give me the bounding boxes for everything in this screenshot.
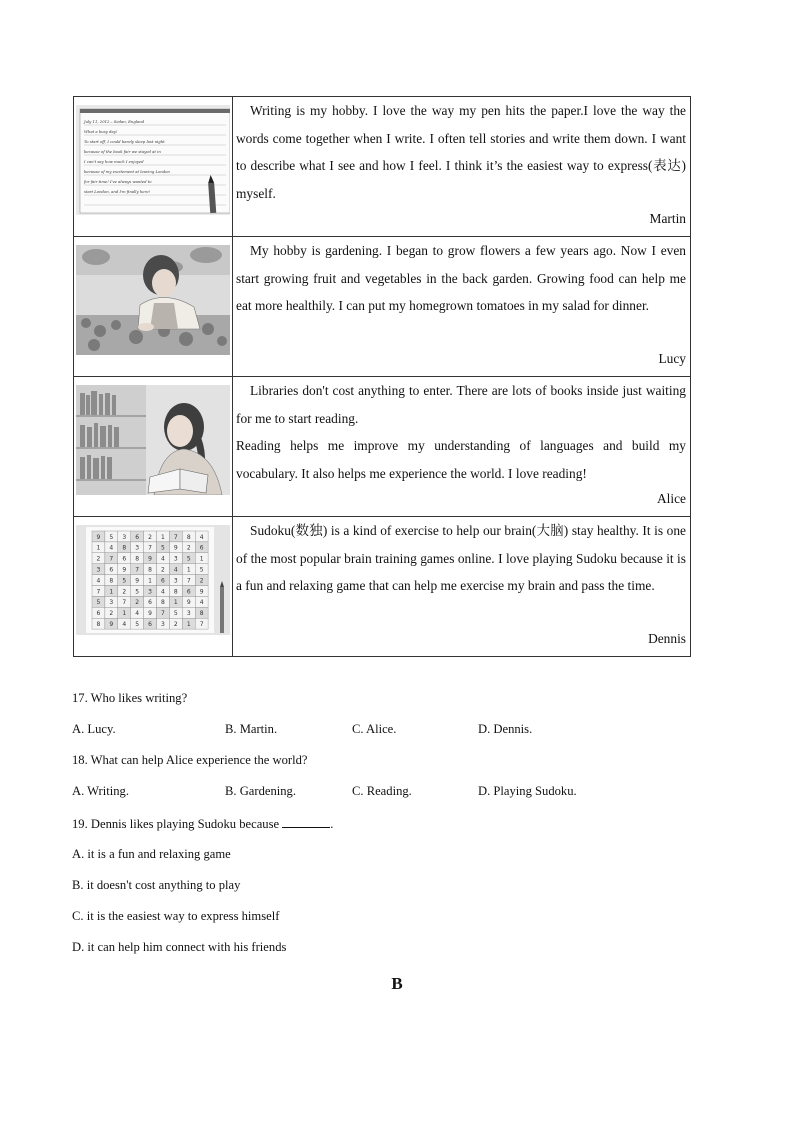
sudoku-digit: 6 [109, 566, 114, 574]
sudoku-digit: 3 [135, 544, 140, 552]
sudoku-digit: 7 [186, 577, 191, 585]
sudoku-digit: 2 [199, 577, 204, 585]
svg-text:To start off, I could barely s: To start off, I could barely sleep last night [84, 139, 165, 144]
sudoku-digit: 4 [161, 588, 165, 596]
sudoku-digit: 7 [161, 610, 165, 618]
svg-text:What a busy day!: What a busy day! [84, 129, 118, 134]
sudoku-digit: 8 [135, 555, 140, 563]
sudoku-digit: 2 [186, 544, 191, 552]
passage-image-cell [74, 517, 233, 657]
section-heading-b: B [391, 974, 403, 993]
sudoku-digit: 9 [186, 599, 191, 607]
sudoku-digit: 4 [161, 555, 165, 563]
sudoku-digit: 6 [96, 610, 101, 618]
pencil-icon [220, 581, 224, 633]
sudoku-digit: 6 [161, 577, 165, 585]
option-18-a[interactable]: A. Writing. [72, 784, 129, 798]
passage-text-cell [233, 377, 691, 517]
sudoku-digit: 9 [109, 621, 114, 629]
answer-blank[interactable] [282, 816, 330, 828]
sudoku-digit: 7 [173, 533, 178, 541]
sudoku-digit: 1 [122, 610, 127, 618]
option-18-c[interactable]: C. Reading. [352, 784, 412, 798]
sudoku-digit: 7 [135, 566, 140, 574]
option-17-b[interactable]: B. Martin. [225, 722, 278, 736]
question-19: 19. Dennis likes playing Sudoku because . [72, 817, 334, 831]
sudoku-digit: 9 [96, 533, 101, 541]
sudoku-digit: 8 [122, 544, 127, 552]
passage-text-cell [233, 517, 691, 657]
sudoku-digit: 5 [173, 610, 178, 618]
sudoku-digit: 9 [199, 588, 204, 596]
passage-row-alice [74, 377, 691, 517]
sudoku-digit: 2 [96, 555, 101, 563]
sudoku-digit: 6 [148, 599, 152, 607]
sudoku-digit: 1 [186, 621, 191, 629]
passage-image-cell [74, 97, 233, 237]
sudoku-digit: 2 [148, 533, 152, 541]
sudoku-digit: 4 [96, 577, 101, 585]
sudoku-digit: 9 [135, 577, 140, 585]
sudoku-digit: 7 [199, 621, 204, 629]
option-18-d[interactable]: D. Playing Sudoku. [478, 784, 577, 798]
sudoku-digit: 1 [109, 588, 114, 596]
sudoku-digit: 7 [109, 555, 114, 563]
sudoku-digit: 8 [186, 533, 191, 541]
svg-text:because of my excitement at le: because of my excitement at leaving London [84, 169, 170, 174]
question-19-stem: 19. Dennis likes playing Sudoku because [72, 817, 280, 831]
sudoku-digit: 5 [135, 588, 140, 596]
sudoku-grid [92, 531, 208, 629]
sudoku-digit: 8 [173, 588, 178, 596]
sudoku-digit: 8 [148, 566, 152, 574]
girl-reading-library-image [76, 385, 230, 495]
sudoku-digit: 8 [199, 610, 204, 618]
sudoku-digit: 3 [96, 566, 101, 574]
sudoku-digit: 4 [173, 566, 178, 574]
sudoku-digit: 9 [148, 610, 152, 618]
sudoku-digit: 3 [186, 610, 191, 618]
woman-gardening-image [76, 245, 230, 355]
sudoku-digit: 3 [122, 533, 127, 541]
sudoku-digit: 1 [186, 566, 191, 574]
passage-row-martin [74, 97, 691, 237]
sudoku-digit: 4 [199, 533, 204, 541]
sudoku-digit: 5 [122, 577, 127, 585]
passage-text-cell [233, 237, 691, 377]
sudoku-digit: 2 [135, 599, 140, 607]
sudoku-digit: 7 [122, 599, 127, 607]
question-17: 17. Who likes writing? [72, 691, 188, 705]
sudoku-digit: 1 [173, 599, 178, 607]
sudoku-digit: 4 [199, 599, 204, 607]
sudoku-digit: 2 [109, 610, 114, 618]
svg-text:I can't say how much I enjoyed: I can't say how much I enjoyed [84, 159, 144, 164]
passage-paragraph: Libraries don't cost anything to enter. There are lots of books inside just waiting for me to start reading. [236, 383, 686, 426]
sudoku-digit: 6 [135, 533, 140, 541]
passage-author: Alice [657, 491, 686, 507]
sudoku-digit: 5 [161, 544, 165, 552]
sudoku-digit: 4 [135, 610, 140, 618]
option-17-a[interactable]: A. Lucy. [72, 722, 116, 736]
svg-text:for fair time! I've always wan: for fair time! I've always wanted to [84, 179, 152, 184]
sudoku-digit: 8 [96, 621, 101, 629]
sudoku-grid-image [76, 525, 230, 635]
sudoku-digit: 5 [109, 533, 114, 541]
sudoku-digit: 1 [148, 577, 152, 585]
sudoku-digit: 6 [148, 621, 152, 629]
sudoku-digit: 3 [148, 588, 152, 596]
sudoku-digit: 6 [122, 555, 127, 563]
passage-text-cell [233, 97, 691, 237]
option-17-d[interactable]: D. Dennis. [478, 722, 533, 736]
sudoku-digit: 3 [109, 599, 114, 607]
sudoku-digit: 2 [173, 621, 178, 629]
passage-paragraph: Reading helps me improve my understanding of languages and build my vocabulary. It also helps me experience the world. I love reading! [236, 438, 686, 482]
sudoku-digit: 1 [199, 555, 204, 563]
sudoku-digit: 7 [148, 544, 152, 552]
passage-row-lucy [74, 237, 691, 377]
sudoku-digit: 6 [186, 588, 191, 596]
sudoku-digit: 1 [96, 544, 101, 552]
option-19-c[interactable]: C. it is the easiest way to express himself [72, 909, 280, 923]
option-19-d[interactable]: D. it can help him connect with his friends [72, 940, 287, 954]
sudoku-digit: 5 [135, 621, 140, 629]
passage-image-cell [74, 237, 233, 377]
notebook-writing-image [76, 105, 230, 215]
passage-author: Dennis [648, 631, 686, 647]
passage-image-cell [74, 377, 233, 517]
svg-text:because of the book fair we st: because of the book fair we stayed at in [84, 149, 161, 154]
sudoku-digit: 8 [161, 599, 165, 607]
passage-table [73, 96, 691, 657]
option-17-c[interactable]: C. Alice. [352, 722, 397, 736]
sudoku-digit: 9 [173, 544, 178, 552]
passage-author: Martin [649, 211, 686, 227]
sudoku-digit: 9 [122, 566, 127, 574]
sudoku-digit: 8 [109, 577, 114, 585]
option-18-b[interactable]: B. Gardening. [225, 784, 296, 798]
sudoku-digit: 5 [186, 555, 191, 563]
passage-paragraph: My hobby is gardening. I began to grow flowers a few years ago. Now I even start growing fruit and vegetables in the back garden. Growing food can help me eat more healthily. I can put my homegrown tomatoes in my salad for dinner. [236, 243, 686, 314]
sudoku-digit: 4 [122, 621, 127, 629]
option-19-a[interactable]: A. it is a fun and relaxing game [72, 847, 231, 861]
svg-text:start London, and I'm finally: start London, and I'm finally here! [84, 189, 151, 194]
sudoku-digit: 7 [96, 588, 101, 596]
sudoku-digit: 2 [122, 588, 127, 596]
sudoku-digit: 3 [161, 621, 165, 629]
passage-author: Lucy [658, 351, 686, 367]
notebook-date: July 11, 2012 – Sedan, England [84, 119, 145, 124]
passage-paragraph: Sudoku(数独) is a kind of exercise to help our brain(大脑) stay healthy. It is one of the most popular brain training games online. I love playing Sudoku because it is a fun and relaxing game that can help me exercise my brain and pass the time. [236, 523, 686, 594]
sudoku-digit: 9 [148, 555, 152, 563]
sudoku-digit: 3 [173, 577, 178, 585]
sudoku-digit: 5 [199, 566, 204, 574]
passage-row-dennis [74, 517, 691, 657]
sudoku-digit: 6 [199, 544, 204, 552]
sudoku-digit: 4 [109, 544, 114, 552]
sudoku-digit: 5 [96, 599, 101, 607]
passage-paragraph: Writing is my hobby. I love the way my pen hits the paper.I love the way the words come together when I write. I often tell stories and write them down. I want to describe what I see and how I feel. I think it’s the easiest way to express(表达) myself. [236, 103, 686, 202]
sudoku-digit: 3 [173, 555, 178, 563]
question-18: 18. What can help Alice experience the world? [72, 753, 308, 767]
option-19-b[interactable]: B. it doesn't cost anything to play [72, 878, 241, 892]
sudoku-digit: 1 [161, 533, 165, 541]
sudoku-digit: 2 [161, 566, 165, 574]
